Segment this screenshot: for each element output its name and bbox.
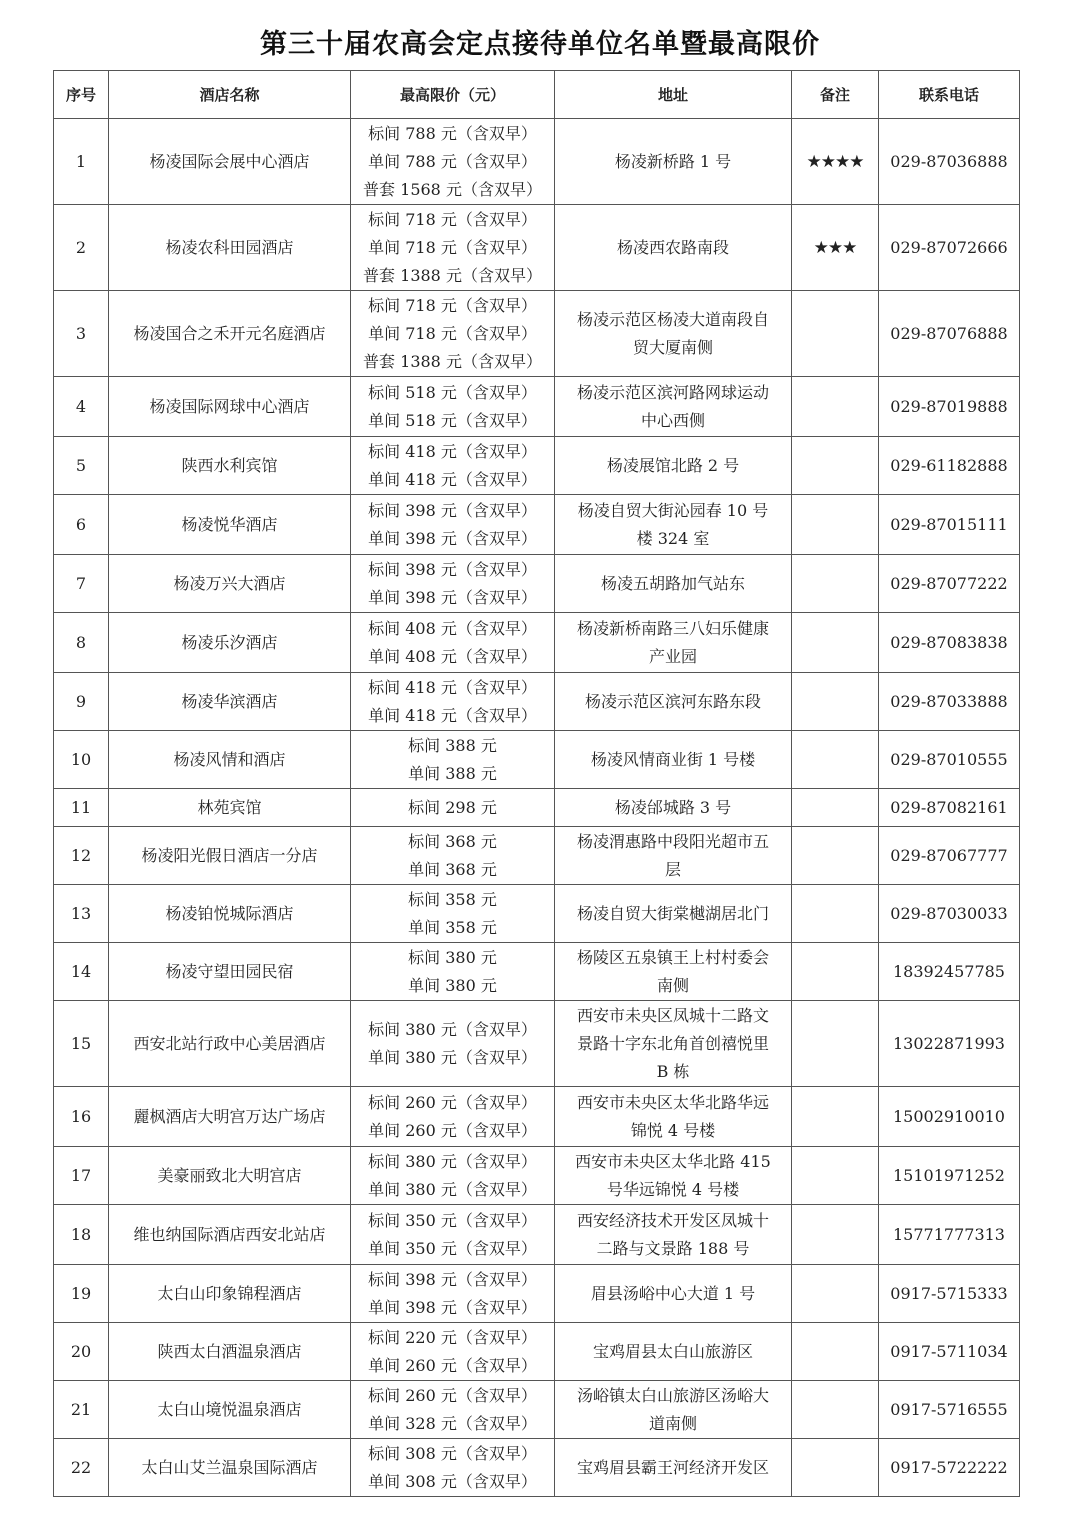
price-line: 标间 418 元（含双早）	[368, 441, 537, 461]
row-number: 10	[54, 731, 109, 789]
price-line: 单间 328 元（含双早）	[368, 1413, 537, 1433]
table-body	[54, 119, 1020, 1497]
table-row	[54, 1001, 1020, 1087]
hotel-name: 维也纳国际酒店西安北站店	[109, 1205, 351, 1265]
phone-number: 029-61182888	[879, 437, 1020, 495]
price-line: 单间 388 元	[408, 763, 497, 783]
row-number: 12	[54, 827, 109, 885]
hotel-name: 杨凌乐汐酒店	[109, 613, 351, 673]
price-line: 单间 358 元	[408, 917, 497, 937]
price-line: 标间 398 元（含双早）	[368, 1269, 537, 1289]
header-max-price: 最高限价（元）	[351, 71, 555, 119]
price-line: 普套 1568 元（含双早）	[363, 179, 542, 199]
price-line: 标间 398 元（含双早）	[368, 559, 537, 579]
table-row	[54, 1265, 1020, 1323]
star-rating	[792, 1265, 879, 1323]
price-line: 标间 260 元（含双早）	[368, 1385, 537, 1405]
price-line: 标间 298 元	[408, 797, 497, 817]
address-line: 杨凌自贸大街棠樾湖居北门	[576, 903, 769, 923]
phone-number: 029-87083838	[879, 613, 1020, 673]
price-line: 单间 260 元（含双早）	[368, 1355, 537, 1375]
price-line: 标间 398 元（含双早）	[368, 500, 537, 520]
max-price-cell	[351, 377, 555, 437]
table-row	[54, 1147, 1020, 1205]
price-line: 标间 220 元（含双早）	[368, 1327, 537, 1347]
max-price-cell	[351, 827, 555, 885]
address-line: 二路与文景路 188 号	[596, 1238, 750, 1258]
address-line: 南侧	[656, 975, 689, 995]
phone-number: 029-87030033	[879, 885, 1020, 943]
address-line: 杨凌示范区滨河路网球运动	[576, 382, 769, 402]
table-row	[54, 205, 1020, 291]
address-line: 杨凌新桥南路三八妇乐健康	[576, 618, 769, 638]
address-cell	[555, 673, 792, 731]
address-cell	[555, 827, 792, 885]
star-rating	[792, 943, 879, 1001]
row-number: 6	[54, 495, 109, 555]
address-line: 杨凌西农路南段	[616, 237, 729, 257]
max-price-cell	[351, 1265, 555, 1323]
address-line: 汤峪镇太白山旅游区汤峪大	[576, 1385, 769, 1405]
price-line: 标间 718 元（含双早）	[368, 295, 537, 315]
address-cell	[555, 1439, 792, 1497]
table-row	[54, 673, 1020, 731]
header-address: 地址	[555, 71, 792, 119]
address-cell	[555, 1087, 792, 1147]
hotel-name: 美豪丽致北大明宫店	[109, 1147, 351, 1205]
price-line: 标间 718 元（含双早）	[368, 209, 537, 229]
price-line: 标间 368 元	[408, 831, 497, 851]
address-line: 贸大厦南侧	[632, 337, 713, 357]
phone-number: 029-87082161	[879, 789, 1020, 827]
hotel-name: 太白山艾兰温泉国际酒店	[109, 1439, 351, 1497]
row-number: 19	[54, 1265, 109, 1323]
address-line: 号华远锦悦 4 号楼	[606, 1179, 740, 1199]
max-price-cell	[351, 1205, 555, 1265]
address-line: 楼 324 室	[636, 528, 710, 548]
max-price-cell	[351, 789, 555, 827]
star-rating	[792, 731, 879, 789]
row-number: 7	[54, 555, 109, 613]
hotel-name: 杨凌万兴大酒店	[109, 555, 351, 613]
star-rating	[792, 1381, 879, 1439]
address-line: 杨凌五胡路加气站东	[600, 573, 745, 593]
star-rating	[792, 885, 879, 943]
address-line: 中心西侧	[640, 410, 705, 430]
address-line: 宝鸡眉县太白山旅游区	[592, 1341, 753, 1361]
table-row	[54, 495, 1020, 555]
phone-number: 029-87019888	[879, 377, 1020, 437]
price-line: 单间 398 元（含双早）	[368, 587, 537, 607]
hotel-name: 杨凌国际网球中心酒店	[109, 377, 351, 437]
address-cell	[555, 1381, 792, 1439]
star-rating	[792, 555, 879, 613]
hotel-name: 杨凌守望田园民宿	[109, 943, 351, 1001]
table-row	[54, 437, 1020, 495]
star-rating	[792, 613, 879, 673]
max-price-cell	[351, 495, 555, 555]
address-cell	[555, 119, 792, 205]
price-line: 标间 350 元（含双早）	[368, 1210, 537, 1230]
address-line: B 栋	[656, 1061, 690, 1081]
address-line: 西安市未央区太华北路 415	[575, 1151, 771, 1171]
max-price-cell	[351, 205, 555, 291]
price-line: 单间 398 元（含双早）	[368, 528, 537, 548]
price-line: 单间 408 元（含双早）	[368, 646, 537, 666]
address-cell	[555, 377, 792, 437]
price-line: 单间 380 元（含双早）	[368, 1179, 537, 1199]
hotel-name: 杨凌国际会展中心酒店	[109, 119, 351, 205]
price-line: 标间 358 元	[408, 889, 497, 909]
hotel-name: 林苑宾馆	[109, 789, 351, 827]
address-line: 景路十字东北角首创禧悦里	[576, 1033, 769, 1053]
header-no: 序号	[54, 71, 109, 119]
star-rating	[792, 495, 879, 555]
phone-number: 0917-5716555	[879, 1381, 1020, 1439]
star-rating	[792, 827, 879, 885]
phone-number: 029-87036888	[879, 119, 1020, 205]
price-line: 单间 380 元	[408, 975, 497, 995]
row-number: 2	[54, 205, 109, 291]
row-number: 20	[54, 1323, 109, 1381]
price-line: 标间 380 元	[408, 947, 497, 967]
max-price-cell	[351, 1439, 555, 1497]
address-cell	[555, 1147, 792, 1205]
phone-number: 029-87072666	[879, 205, 1020, 291]
table-row	[54, 555, 1020, 613]
phone-number: 18392457785	[879, 943, 1020, 1001]
price-line: 标间 418 元（含双早）	[368, 677, 537, 697]
star-rating	[792, 1323, 879, 1381]
phone-number: 029-87010555	[879, 731, 1020, 789]
hotel-name: 杨凌阳光假日酒店一分店	[109, 827, 351, 885]
address-line: 宝鸡眉县霸王河经济开发区	[576, 1457, 769, 1477]
address-cell	[555, 205, 792, 291]
max-price-cell	[351, 1147, 555, 1205]
hotel-name: 陕西水利宾馆	[109, 437, 351, 495]
price-line: 单间 350 元（含双早）	[368, 1238, 537, 1258]
hotel-name: 杨凌国合之禾开元名庭酒店	[109, 291, 351, 377]
price-line: 标间 788 元（含双早）	[368, 123, 537, 143]
phone-number: 029-87033888	[879, 673, 1020, 731]
star-rating: ★★★	[792, 205, 879, 291]
price-line: 标间 408 元（含双早）	[368, 618, 537, 638]
hotel-name: 陕西太白酒温泉酒店	[109, 1323, 351, 1381]
max-price-cell	[351, 437, 555, 495]
address-cell	[555, 789, 792, 827]
max-price-cell	[351, 731, 555, 789]
phone-number: 029-87015111	[879, 495, 1020, 555]
table-row	[54, 1087, 1020, 1147]
address-cell	[555, 495, 792, 555]
row-number: 21	[54, 1381, 109, 1439]
price-line: 单间 398 元（含双早）	[368, 1297, 537, 1317]
address-line: 杨陵区五泉镇王上村村委会	[576, 947, 769, 967]
table-row	[54, 731, 1020, 789]
max-price-cell	[351, 673, 555, 731]
price-line: 标间 380 元（含双早）	[368, 1019, 537, 1039]
header-note: 备注	[792, 71, 879, 119]
address-cell	[555, 943, 792, 1001]
address-line: 杨凌风情商业街 1 号楼	[590, 749, 756, 769]
phone-number: 0917-5711034	[879, 1323, 1020, 1381]
star-rating	[792, 1439, 879, 1497]
phone-number: 15002910010	[879, 1087, 1020, 1147]
phone-number: 029-87077222	[879, 555, 1020, 613]
table-row	[54, 943, 1020, 1001]
address-cell	[555, 1265, 792, 1323]
address-line: 西安市未央区凤城十二路文	[576, 1005, 769, 1025]
table-row	[54, 377, 1020, 437]
address-line: 西安市未央区太华北路华远	[576, 1092, 769, 1112]
address-cell	[555, 555, 792, 613]
price-line: 单间 308 元（含双早）	[368, 1471, 537, 1491]
max-price-cell	[351, 943, 555, 1001]
price-line: 普套 1388 元（含双早）	[363, 351, 542, 371]
table-row	[54, 613, 1020, 673]
address-line: 杨凌示范区杨凌大道南段自	[576, 309, 769, 329]
phone-number: 13022871993	[879, 1001, 1020, 1087]
star-rating	[792, 377, 879, 437]
address-line: 层	[664, 859, 681, 879]
price-line: 标间 518 元（含双早）	[368, 382, 537, 402]
max-price-cell	[351, 613, 555, 673]
row-number: 3	[54, 291, 109, 377]
address-line: 杨凌邰城路 3 号	[614, 797, 732, 817]
row-number: 17	[54, 1147, 109, 1205]
star-rating	[792, 673, 879, 731]
row-number: 22	[54, 1439, 109, 1497]
max-price-cell	[351, 1001, 555, 1087]
table-row	[54, 1381, 1020, 1439]
address-cell	[555, 613, 792, 673]
phone-number: 029-87067777	[879, 827, 1020, 885]
table-row	[54, 1323, 1020, 1381]
table-row	[54, 827, 1020, 885]
address-line: 杨凌新桥路 1 号	[614, 151, 732, 171]
hotel-name: 杨凌悦华酒店	[109, 495, 351, 555]
address-cell	[555, 1205, 792, 1265]
star-rating	[792, 1087, 879, 1147]
address-cell	[555, 1323, 792, 1381]
row-number: 16	[54, 1087, 109, 1147]
table-row	[54, 291, 1020, 377]
hotel-table	[53, 70, 1020, 1497]
phone-number: 029-87076888	[879, 291, 1020, 377]
price-line: 单间 380 元（含双早）	[368, 1047, 537, 1067]
hotel-name: 杨凌铂悦城际酒店	[109, 885, 351, 943]
table-row	[54, 789, 1020, 827]
phone-number: 0917-5722222	[879, 1439, 1020, 1497]
star-rating: ★★★★	[792, 119, 879, 205]
table-row	[54, 1205, 1020, 1265]
star-rating	[792, 1001, 879, 1087]
star-rating	[792, 291, 879, 377]
price-line: 标间 380 元（含双早）	[368, 1151, 537, 1171]
hotel-name: 杨凌风情和酒店	[109, 731, 351, 789]
price-line: 单间 260 元（含双早）	[368, 1120, 537, 1140]
row-number: 18	[54, 1205, 109, 1265]
hotel-name: 杨凌华滨酒店	[109, 673, 351, 731]
price-line: 单间 718 元（含双早）	[368, 237, 537, 257]
max-price-cell	[351, 119, 555, 205]
price-line: 单间 418 元（含双早）	[368, 705, 537, 725]
table-header-row	[54, 71, 1020, 119]
price-line: 单间 368 元	[408, 859, 497, 879]
row-number: 8	[54, 613, 109, 673]
address-line: 眉县汤峪中心大道 1 号	[590, 1283, 756, 1303]
address-cell	[555, 885, 792, 943]
max-price-cell	[351, 291, 555, 377]
header-phone: 联系电话	[879, 71, 1020, 119]
price-line: 单间 518 元（含双早）	[368, 410, 537, 430]
hotel-name: 太白山印象锦程酒店	[109, 1265, 351, 1323]
row-number: 4	[54, 377, 109, 437]
star-rating	[792, 1147, 879, 1205]
address-line: 西安经济技术开发区凤城十	[576, 1210, 769, 1230]
max-price-cell	[351, 1087, 555, 1147]
row-number: 1	[54, 119, 109, 205]
price-line: 标间 308 元（含双早）	[368, 1443, 537, 1463]
row-number: 14	[54, 943, 109, 1001]
address-cell	[555, 291, 792, 377]
phone-number: 0917-5715333	[879, 1265, 1020, 1323]
address-line: 杨凌示范区滨河东路东段	[584, 691, 761, 711]
address-line: 产业园	[648, 646, 697, 666]
row-number: 9	[54, 673, 109, 731]
star-rating	[792, 789, 879, 827]
hotel-name: 杨凌农科田园酒店	[109, 205, 351, 291]
address-line: 杨凌自贸大街沁园春 10 号	[577, 500, 769, 520]
hotel-name: 麗枫酒店大明宫万达广场店	[109, 1087, 351, 1147]
header-hotel-name: 酒店名称	[109, 71, 351, 119]
row-number: 15	[54, 1001, 109, 1087]
price-line: 标间 388 元	[408, 735, 497, 755]
table-row	[54, 119, 1020, 205]
address-line: 锦悦 4 号楼	[630, 1120, 716, 1140]
max-price-cell	[351, 1381, 555, 1439]
address-line: 道南侧	[648, 1413, 697, 1433]
phone-number: 15101971252	[879, 1147, 1020, 1205]
address-cell	[555, 1001, 792, 1087]
table-row	[54, 885, 1020, 943]
star-rating	[792, 1205, 879, 1265]
star-rating	[792, 437, 879, 495]
document-title: 第三十届农高会定点接待单位名单暨最高限价	[260, 29, 820, 60]
max-price-cell	[351, 885, 555, 943]
hotel-name: 西安北站行政中心美居酒店	[109, 1001, 351, 1087]
address-cell	[555, 437, 792, 495]
price-line: 单间 718 元（含双早）	[368, 323, 537, 343]
price-line: 单间 788 元（含双早）	[368, 151, 537, 171]
address-line: 杨凌渭惠路中段阳光超市五	[576, 831, 769, 851]
address-cell	[555, 731, 792, 789]
price-line: 单间 418 元（含双早）	[368, 469, 537, 489]
price-line: 标间 260 元（含双早）	[368, 1092, 537, 1112]
row-number: 11	[54, 789, 109, 827]
phone-number: 15771777313	[879, 1205, 1020, 1265]
row-number: 13	[54, 885, 109, 943]
address-line: 杨凌展馆北路 2 号	[606, 455, 740, 475]
price-line: 普套 1388 元（含双早）	[363, 265, 542, 285]
table-row	[54, 1439, 1020, 1497]
max-price-cell	[351, 1323, 555, 1381]
max-price-cell	[351, 555, 555, 613]
hotel-name: 太白山境悦温泉酒店	[109, 1381, 351, 1439]
row-number: 5	[54, 437, 109, 495]
